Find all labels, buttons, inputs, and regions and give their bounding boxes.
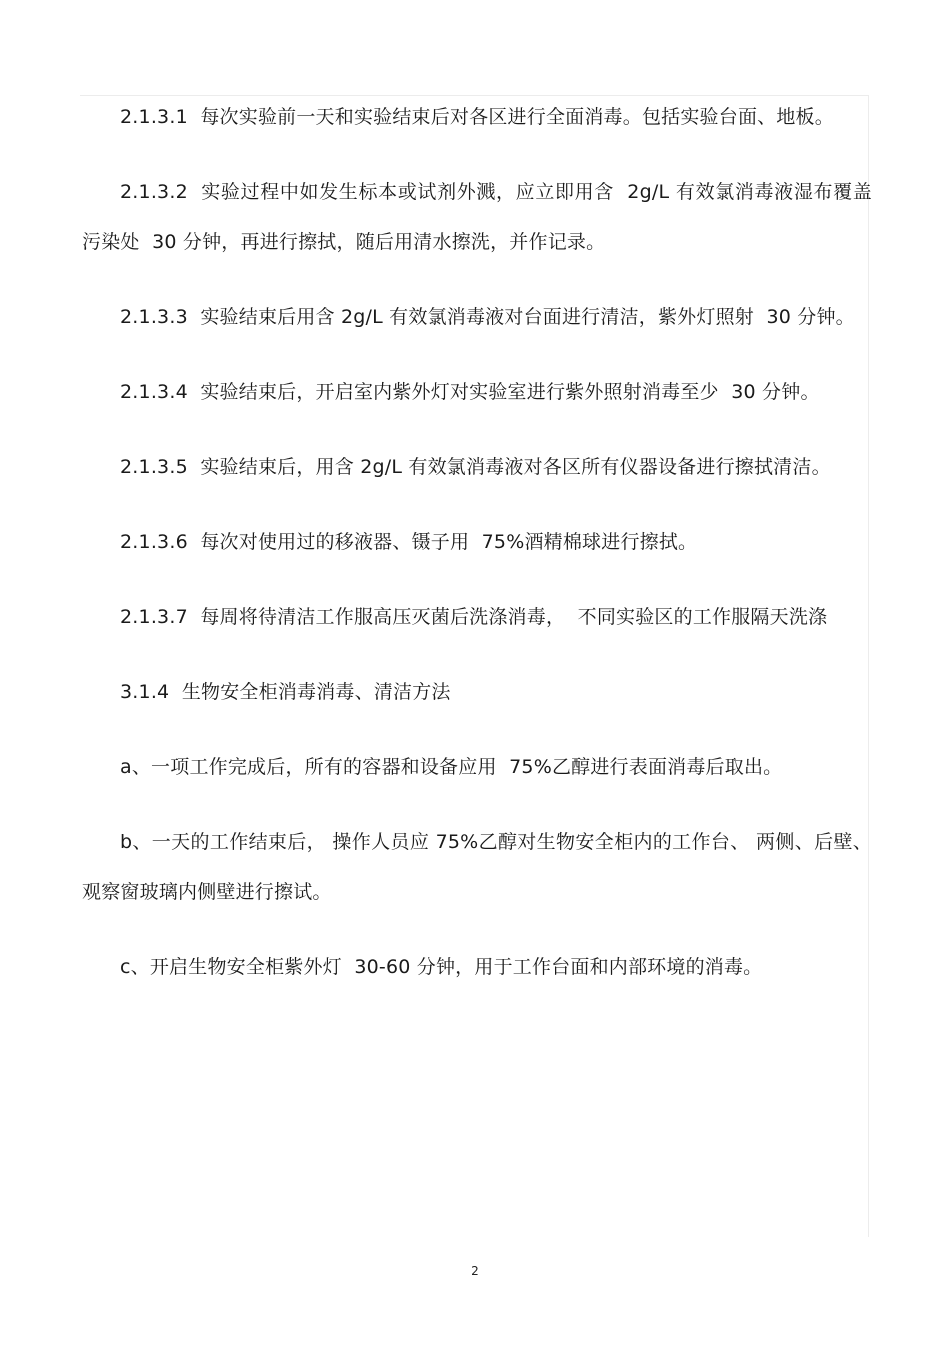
paragraph-2-1-3-7: 2.1.3.7 每周将待清洁工作服高压灭菌后洗涤消毒， 不同实验区的工作服隔天洗涤 [120, 606, 828, 628]
paragraph-2-1-3-3: 2.1.3.3 实验结束后用含 2g/L 有效氯消毒液对台面进行清洁，紫外灯照射 30 分钟。 [120, 306, 855, 328]
paragraph-2-1-3-1: 2.1.3.1 每次实验前一天和实验结束后对各区进行全面消毒。包括实验台面、地板。 [120, 106, 834, 128]
paragraph-2-1-3-6: 2.1.3.6 每次对使用过的移液器、镊子用 75%酒精棉球进行擦拭。 [120, 531, 698, 553]
paragraph-2-1-3-2: 2.1.3.2 实验过程中如发生标本或试剂外溅，应立即用含 2g/L 有效氯消毒液湿布覆盖污染处 30 分钟，再进行擦拭，随后用清水擦洗，并作记录。 [82, 181, 872, 253]
list-item-a: a、一项工作完成后，所有的容器和设备应用 75%乙醇进行表面消毒后取出。 [120, 756, 783, 778]
paragraph-2-1-3-5: 2.1.3.5 实验结束后，用含 2g/L 有效氯消毒液对各区所有仪器设备进行擦拭清洁。 [120, 456, 831, 478]
page-number: 2 [471, 1264, 479, 1278]
section-heading-3-1-4: 3.1.4 生物安全柜消毒消毒、清洁方法 [120, 681, 451, 703]
document-body [82, 92, 872, 1017]
list-item-b: b、一天的工作结束后， 操作人员应 75%乙醇对生物安全柜内的工作台、 两侧、后壁、观察窗玻璃内侧壁进行擦试。 [82, 831, 872, 903]
paragraph-2-1-3-4: 2.1.3.4 实验结束后，开启室内紫外灯对实验室进行紫外照射消毒至少 30 分钟。 [120, 381, 820, 403]
list-item-c: c、开启生物安全柜紫外灯 30-60 分钟，用于工作台面和内部环境的消毒。 [120, 956, 763, 978]
